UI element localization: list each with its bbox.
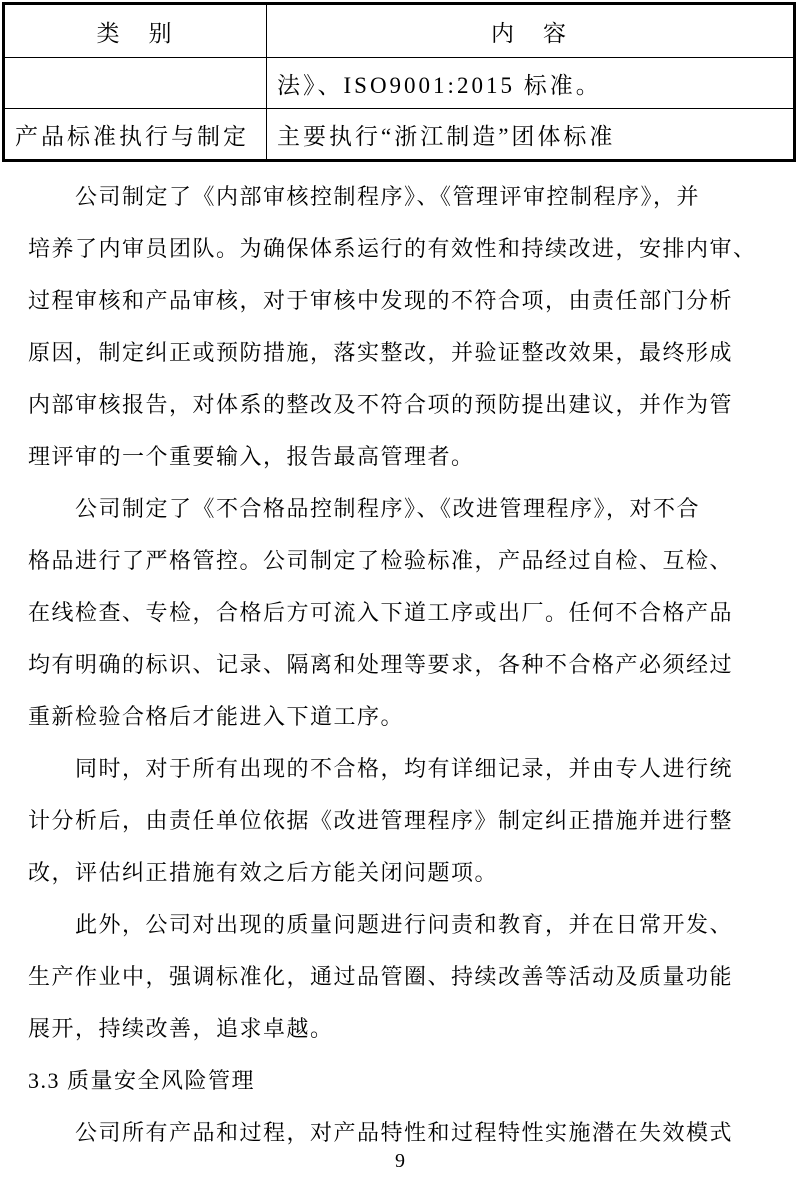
text-line: 改，评估纠正措施有效之后方能关闭问题项。 — [28, 860, 499, 885]
text-line: 公司所有产品和过程，对产品特性和过程特性实施潜在失效模式 — [75, 1120, 734, 1145]
text-line: 公司制定了《不合格品控制程序》、《改进管理程序》，对不合 — [75, 496, 701, 521]
text-line: 内部审核报告，对体系的整改及不符合项的预防提出建议，并作为管 — [28, 392, 734, 417]
table-header-category: 类 别 — [4, 4, 267, 58]
text-line: 格品进行了严格管控。公司制定了检验标准，产品经过自检、互检、 — [28, 548, 734, 573]
text-line: 重新检验合格后才能进入下道工序。 — [28, 704, 405, 729]
page-footer — [0, 1150, 800, 1173]
text-line: 过程审核和产品审核，对于审核中发现的不符合项，由责任部门分析 — [28, 288, 734, 313]
table-header-row — [4, 4, 795, 58]
text-line: 在线检查、专检，合格后方可流入下道工序或出厂。任何不合格产品 — [28, 600, 734, 625]
text-line: 公司制定了《内部审核控制程序》、《管理评审控制程序》，并 — [75, 184, 701, 209]
text-line: 此外，公司对出现的质量问题进行问责和教育，并在日常开发、 — [75, 912, 734, 937]
table-cell-content: 主要执行“浙江制造”团体标准 — [267, 109, 795, 161]
page-number: 9 — [395, 1150, 405, 1172]
category-content-table — [2, 2, 796, 162]
text-line: 计分析后，由责任单位依据《改进管理程序》制定纠正措施并进行整 — [28, 808, 734, 833]
table-header-content: 内 容 — [267, 4, 795, 58]
text-line: 同时，对于所有出现的不合格，均有详细记录，并由专人进行统 — [75, 756, 734, 781]
text-line: 展开，持续改善，追求卓越。 — [28, 1016, 334, 1041]
table-cell-category — [4, 58, 267, 109]
table-cell-category: 产品标准执行与制定 — [4, 109, 267, 161]
text-line: 均有明确的标识、记录、隔离和处理等要求，各种不合格产必须经过 — [28, 652, 734, 677]
document-body — [28, 171, 794, 1159]
text-line: 理评审的一个重要输入，报告最高管理者。 — [28, 444, 475, 469]
table-row — [4, 58, 795, 109]
section-heading: 3.3 质量安全风险管理 — [28, 1068, 256, 1093]
table-cell-content: 法》、ISO9001:2015 标准。 — [267, 58, 795, 109]
text-line: 原因，制定纠正或预防措施，落实整改，并验证整改效果，最终形成 — [28, 340, 734, 365]
table-row — [4, 109, 795, 161]
text-line: 培养了内审员团队。为确保体系运行的有效性和持续改进，安排内审、 — [28, 236, 757, 261]
text-line: 生产作业中，强调标准化，通过品管圈、持续改善等活动及质量功能 — [28, 964, 734, 989]
